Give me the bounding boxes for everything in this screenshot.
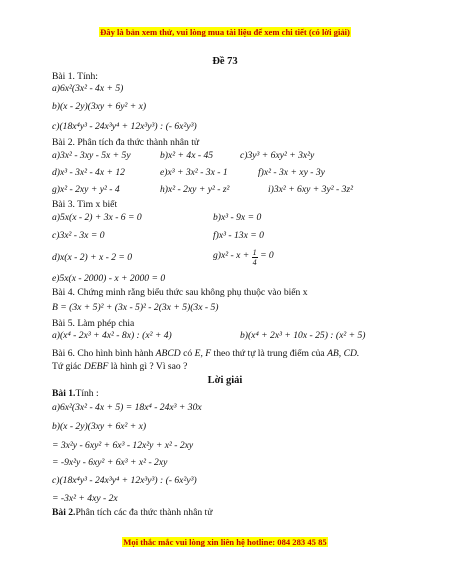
hotline-footer: Mọi thắc mắc vui lòng xin liên hệ hotline: 084 283 45 85 [123,537,327,547]
problem-3e: e)5x(x - 2000) - x + 2000 = 0 [52,273,166,284]
problem-2i: i)3x² + 6xy + 3y² - 3z² [268,184,353,195]
solution-2-heading: Bài 2.Phân tích các đa thức thành nhân tử [52,507,213,518]
preview-banner: Đây là bản xem thử, vui lòng mua tài liệu để xem chi tiết (có lời giải) [100,27,350,37]
problem-2a: a)3x² - 3xy - 5x + 5y [52,150,131,161]
solution-1c-step-1: = -3x² + 4xy - 2x [52,493,118,504]
exam-title: Đề 73 [212,56,238,67]
solution-1-heading: Bài 1.Tính : [52,388,99,399]
problem-2g: g)x² - 2xy + y² - 4 [52,184,120,195]
problem-3a: a)5x(x - 2) + 3x - 6 = 0 [52,212,142,223]
problem-2f: f)x² - 3x + xy - 3y [258,167,325,178]
problem-4-title: Bài 4. Chứng minh rằng biểu thức sau không phụ thuộc vào biến x [52,287,308,298]
problem-1-title: Bài 1. Tính: [52,71,98,82]
problem-6-line-1: Bài 6. Cho hình bình hành ABCD có E, F theo thứ tự là trung điểm của AB, CD. [52,348,360,359]
problem-4-expression: B = (3x + 5)² + (3x - 5)² - 2(3x + 5)(3x - 5) [52,302,219,313]
problem-3b: b)x³ - 9x = 0 [213,212,262,223]
problem-5b: b)(x⁴ + 2x³ + 10x - 25) : (x² + 5) [240,330,366,341]
problem-1c: c)(18x⁴y³ - 24x³y⁴ + 12x³y³) : (- 6x²y³) [52,121,197,132]
problem-5a: a)(x⁴ - 2x³ + 4x² - 8x) : (x² + 4) [52,330,172,341]
solution-1b: b)(x - 2y)(3xy + 6x² + x) [52,421,147,432]
solution-1a: a)6x²(3x² - 4x + 5) = 18x⁴ - 24x³ + 30x [52,402,202,413]
problem-1b: b)(x - 2y)(3xy + 6y² + x) [52,101,147,112]
problem-3f: f)x³ - 13x = 0 [213,230,264,241]
problem-2e: e)x³ + 3x² - 3x - 1 [160,167,228,178]
problem-2b: b)x² + 4x - 45 [160,150,214,161]
solution-1b-step-1: = 3x²y - 6xy² + 6x³ - 12x²y + x² - 2xy [52,440,194,451]
problem-6-line-2: Tứ giác DEBF là hình gì ? Vì sao ? [52,361,188,372]
solution-1c: c)(18x⁴y³ - 24x³y⁴ + 12x³y³) : (- 6x²y³) [52,475,197,486]
fraction-one-quarter: $\frac{1}{4}$ [252,248,257,267]
problem-3-title: Bài 3. Tìm x biết [52,199,118,210]
problem-3d: d)x(x - 2) + x - 2 = 0 [52,252,133,263]
problem-5-title: Bài 5. Làm phép chia [52,318,135,329]
problem-3c: c)3x² - 3x = 0 [52,230,105,241]
problem-2d: d)x³ - 3x² - 4x + 12 [52,167,125,178]
problem-3g: g)x² - x + $\frac{1}{4}$ = 0 [213,248,274,267]
problem-2-title: Bài 2. Phân tích đa thức thành nhân tử [52,137,200,148]
problem-2h: h)x² - 2xy + y² - z² [160,184,230,195]
problem-1a: a)6x²(3x² - 4x + 5) [52,83,124,94]
solution-title: Lời giải [207,375,243,386]
problem-2c: c)3y³ + 6xy² + 3x²y [240,150,315,161]
solution-1b-step-2: = -9x²y - 6xy² + 6x³ + x² - 2xy [52,457,168,468]
